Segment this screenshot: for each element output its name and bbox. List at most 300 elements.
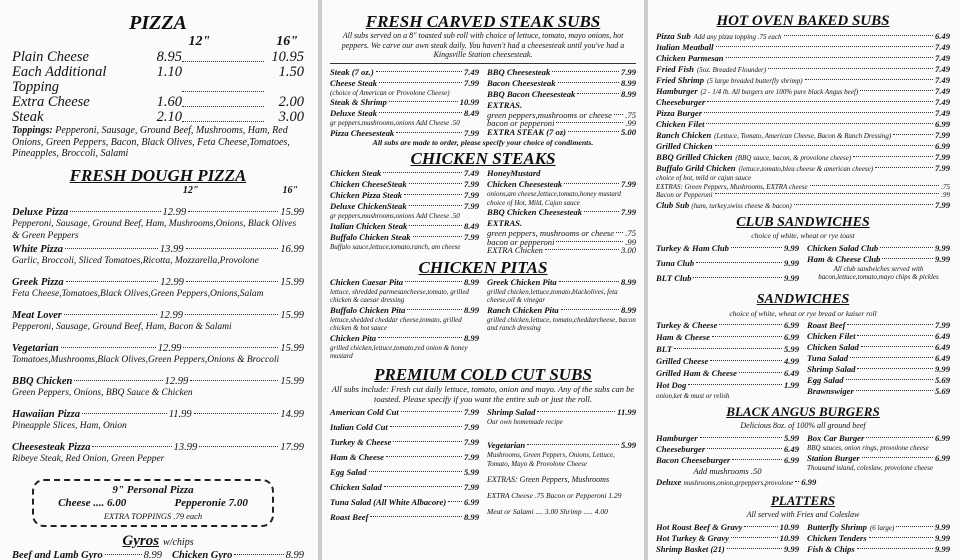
menu-item <box>487 277 636 288</box>
item-name: American Cold Cut <box>330 406 399 417</box>
dot-leader <box>369 471 462 472</box>
gyro-item: Beef and Lamb Gyro 8.99 <box>12 549 162 560</box>
item-desc: lettuce, shredded parmesancheese,tomato, grilled chicken & caesar dressing <box>330 287 469 304</box>
item-name: Chicken Parmesan <box>656 53 724 63</box>
item-price: 7.99 <box>463 231 479 242</box>
item-price: 6.49 <box>934 352 950 363</box>
pizza-item-row <box>12 244 304 255</box>
menu-item <box>330 190 479 201</box>
price-12: 12.99 <box>157 342 182 354</box>
dot-leader <box>384 486 462 487</box>
item-price: 7.99 <box>934 130 950 140</box>
sandwich-left-col <box>656 320 799 401</box>
menu-item <box>330 168 479 179</box>
pitas-left-col <box>330 277 479 361</box>
price-12: 11.99 <box>168 408 192 420</box>
item-price: .75 <box>625 228 636 238</box>
dot-leader <box>707 448 782 449</box>
pizza-item <box>12 277 304 300</box>
cold-cut-extra-cheese: EXTRA Cheese .75 Bacon or Pepperoni 1.29 <box>487 491 622 500</box>
item-name: BLT Club <box>656 272 692 283</box>
dot-leader <box>846 379 933 380</box>
fresh-dough-title: FRESH DOUGH PIZZA <box>69 165 247 185</box>
dot-leader <box>726 57 933 58</box>
item-name: Greek Chicken Pita <box>487 276 557 287</box>
pizza-price-row <box>12 110 304 125</box>
dot-leader <box>614 114 623 115</box>
item-price: 9.99 <box>783 257 799 268</box>
pizza-item-row <box>12 207 304 218</box>
menu-item <box>656 31 950 42</box>
item-price: 8.99 <box>463 304 479 315</box>
chicken-steaks-left-col <box>330 168 479 255</box>
item-name: Station Burger <box>807 452 860 463</box>
item-price: 6.99 <box>463 496 479 507</box>
price-16: 3.00 <box>278 109 304 125</box>
item-name: Tuna Club <box>656 257 695 268</box>
item-name: Roast Beef <box>807 319 846 330</box>
dot-leader <box>732 459 782 460</box>
item-price: 1.99 <box>783 379 799 390</box>
gyros-subtitle: w/chips <box>163 536 194 548</box>
menu-item <box>330 277 479 288</box>
item-name: Hot Turkey & Gravy <box>656 533 729 543</box>
item-name: Chicken Salad <box>807 341 859 352</box>
pizza-item <box>12 442 304 465</box>
item-name: Hot Dog <box>656 379 687 390</box>
menu-item <box>807 433 950 444</box>
menu-item <box>656 444 799 455</box>
dot-leader <box>383 172 462 173</box>
toppings-label: Toppings: <box>12 125 53 136</box>
cold-cut-columns <box>330 407 636 527</box>
menu-item <box>656 64 950 75</box>
personal-cheese: Cheese .... 6.00 <box>58 496 127 509</box>
item-name: Chicken Filet <box>656 119 705 129</box>
chicken-steaks-columns <box>330 168 636 255</box>
item-price: 9.99 <box>934 242 950 253</box>
pizza-desc: Garlic, Broccoli, Sliced Tomatoes,Ricotta, Mozzarella,Provolone <box>12 255 259 266</box>
pizza-desc: Pepperoni, Sausage, Ground Beef, Ham, Mushrooms,Onions, Black Olives & Green Peppers <box>12 218 297 241</box>
club-columns <box>656 243 950 288</box>
platters-title: PLATTERS <box>770 493 836 508</box>
dot-leader <box>186 248 279 249</box>
item-name: Grilled Ham & Cheese <box>656 367 737 378</box>
item-price: 10.99 <box>779 522 799 532</box>
item-desc: gr peppers,mushrooms,onions Add Cheese .50 <box>330 119 460 127</box>
toppings-text: Pepperoni, Sausage, Ground Beef, Mushrooms, Ham, Red Onions, Green Peppers, Bacon, Black Olives, Feta Cheese,Tomatoes, Pineapples, Broccoli, Salami <box>12 125 290 159</box>
item-price: 7.99 <box>934 152 950 162</box>
pizza-item <box>12 343 304 366</box>
item-name: Hot Roast Beef & Gravy <box>656 522 743 532</box>
item-name: Pizza Burger <box>656 108 703 118</box>
menu-item <box>656 273 799 284</box>
menu-item <box>807 375 950 386</box>
platter-left-col <box>656 522 799 555</box>
menu-item <box>807 342 950 353</box>
deluxe-burger: Deluxe mushrooms,onion,grpeppers,provolone 6.99 <box>656 477 817 487</box>
item-name: Steak & Shrimp <box>330 97 387 107</box>
dot-leader <box>182 62 264 92</box>
menu-item <box>330 482 479 493</box>
sandwiches-subtitle: choice of white, wheat or rye bread or kaiser roll <box>729 308 877 318</box>
item-desc: grilled chicken,lettuce, tomato,cheddarcheese, bacon and ranch dressing <box>487 315 636 332</box>
pizza-item-name: Steak <box>12 109 44 125</box>
item-price: 8.99 <box>463 511 479 522</box>
item-price: .99 <box>625 236 636 247</box>
pizza-item-row <box>12 376 304 387</box>
personal-pizza-box <box>32 479 274 527</box>
item-name: Pizza Sub <box>656 31 691 41</box>
sandwich-columns <box>656 320 950 401</box>
item-price: 5.69 <box>934 385 950 396</box>
menu-item <box>487 305 636 316</box>
item-note: (BBQ sauce, bacon, & provolone cheese) <box>735 154 852 162</box>
price-16: 15.99 <box>280 309 304 321</box>
dot-leader <box>188 211 278 212</box>
item-price: 8.49 <box>463 220 479 231</box>
item-name: Hamburger <box>656 86 698 96</box>
item-price: 8.99 <box>620 88 636 99</box>
dot-leader <box>856 390 933 391</box>
fresh-dough-size-header <box>12 185 304 197</box>
menu-item <box>487 67 636 78</box>
item-price: 6.49 <box>934 31 950 41</box>
item-price: 7.99 <box>463 201 479 211</box>
item-price: 9.99 <box>783 242 799 253</box>
dot-leader <box>875 167 933 168</box>
menu-item <box>330 108 479 119</box>
item-name: Box Car Burger <box>807 433 865 443</box>
item-price: 5.99 <box>783 433 799 443</box>
pizza-item-name: Plain Cheese <box>12 49 89 65</box>
pizza-item <box>12 244 304 267</box>
gyros-header <box>12 533 304 550</box>
menu-item <box>330 78 479 89</box>
cs-extras-label: EXTRAS. <box>487 218 523 228</box>
item-name: Italian Chicken Steak <box>330 220 408 231</box>
shrimp-note: Our own homemade recipe <box>487 417 563 426</box>
menu-item <box>330 232 479 243</box>
item-name: Ranch Chicken Pita <box>487 304 559 315</box>
menu-item <box>807 522 950 533</box>
menu-item <box>656 433 799 444</box>
dot-leader <box>558 82 619 83</box>
price-12: 12.99 <box>160 276 184 288</box>
dot-leader <box>707 101 933 102</box>
dot-leader <box>199 446 278 447</box>
hot-extras: EXTRAS: Green Peppers, Mushrooms, EXTRA cheese .75 <box>656 182 950 191</box>
menu-item <box>656 332 799 343</box>
menu-item <box>330 67 479 78</box>
item-name: Turkey & Ham Club <box>656 242 729 253</box>
subs-panel <box>322 0 644 560</box>
pizza-title: PIZZA <box>129 12 187 34</box>
dot-leader <box>719 324 782 325</box>
menu-item <box>330 305 479 316</box>
dot-leader <box>65 248 158 249</box>
menu-item <box>330 512 479 523</box>
item-name: Chicken Salad Club <box>807 242 879 253</box>
dot-leader <box>404 194 462 195</box>
item-price: 4.99 <box>783 355 799 366</box>
item-name: Grilled Chicken <box>656 141 713 151</box>
menu-item <box>807 544 950 555</box>
steak-subs-columns <box>330 67 636 139</box>
item-name: Chicken Salad <box>330 481 382 492</box>
item-name: Deluxe ChickenSteak <box>330 201 407 211</box>
item-price: 6.99 <box>783 331 799 342</box>
pitas-columns <box>330 277 636 361</box>
item-price: 7.49 <box>934 53 950 63</box>
menu-item <box>330 179 479 190</box>
dot-leader <box>882 258 933 259</box>
dot-leader <box>853 156 933 157</box>
item-price: 9.99 <box>783 544 799 554</box>
menu-item <box>330 97 479 108</box>
cold-cut-right-col <box>487 407 636 527</box>
dot-leader <box>190 380 278 381</box>
item-name: Fish & Chips <box>807 544 855 554</box>
dot-leader <box>706 123 932 124</box>
dot-leader <box>448 501 462 502</box>
item-name: Turkey & Cheese <box>330 436 392 447</box>
steak-right-col <box>487 67 636 139</box>
pizza-name: BBQ Chicken <box>12 375 73 387</box>
price-16: 16.99 <box>280 243 304 255</box>
item-name: BBQ Bacon Cheesesteak <box>487 88 576 99</box>
menu-item <box>330 467 479 478</box>
dot-leader <box>559 281 619 282</box>
dot-leader <box>396 132 462 133</box>
menu-item <box>330 333 479 344</box>
item-note: Add any pizza topping .75 each <box>693 33 782 41</box>
item-name: green peppers, mushrooms or cheese <box>487 228 615 238</box>
cold-cut-extras: EXTRAS: Green Peppers, Mushrooms <box>487 475 610 484</box>
dot-leader <box>704 112 933 113</box>
item-price: 7.49 <box>463 168 479 178</box>
item-name: Roast Beef <box>330 511 369 522</box>
menu-item <box>807 453 950 464</box>
dot-leader <box>744 526 777 527</box>
menu-item <box>656 97 950 108</box>
item-name: Chicken Pita <box>330 332 377 343</box>
dot-leader <box>857 335 932 336</box>
dot-leader <box>64 314 157 315</box>
pizza-desc: Feta Cheese,Tomatoes,Black Olives,Green Peppers,Onions,Salam <box>12 288 264 299</box>
item-price: 6.49 <box>783 444 799 454</box>
item-price: 6.49 <box>934 330 950 341</box>
dot-leader <box>577 93 619 94</box>
menu-item <box>807 386 950 397</box>
pizza-desc: Pineapple Slices, Ham, Onion <box>12 420 127 431</box>
item-name: Turkey & Cheese <box>656 319 718 330</box>
price-16: 10.95 <box>271 49 304 65</box>
chicken-steaks-title: CHICKEN STEAKS <box>410 149 556 168</box>
toppings-list <box>12 125 304 160</box>
item-name: Bacon Cheesesteak <box>487 77 556 88</box>
menu-item <box>656 258 799 269</box>
hot-bacon: Bacon or Pepperoni .99 <box>656 191 950 199</box>
menu-item <box>656 163 950 174</box>
item-price: 6.99 <box>934 452 950 463</box>
item-price: 7.99 <box>934 319 950 330</box>
pizza-item-row <box>12 277 304 288</box>
vegetarian-desc: Mushrooms, Green Peppers, Onions, Lettuce, Tomato, Mayo & Provolone Cheese <box>487 451 615 468</box>
pitas-right-col <box>487 277 636 361</box>
item-name: Brawnswiger <box>807 385 854 396</box>
dot-leader <box>688 384 782 385</box>
item-price: 7.99 <box>463 77 479 88</box>
item-name: Deluxe Steak <box>330 108 378 118</box>
item-price: 8.49 <box>463 108 479 118</box>
item-name: Chicken Tenders <box>807 533 867 543</box>
menu-item <box>656 533 799 544</box>
vegetarian-item: Vegetarian 5.99 <box>487 440 636 450</box>
price-12: 12.99 <box>164 375 189 387</box>
dot-leader <box>568 131 619 132</box>
pizza-item <box>12 207 304 242</box>
item-name: Ham & Cheese <box>330 451 384 462</box>
pizza-item-row <box>12 442 304 453</box>
dot-leader <box>185 314 278 315</box>
menu-item <box>330 221 479 232</box>
pizza-price-list <box>12 50 304 125</box>
menu-item <box>807 320 950 331</box>
club-subtitle: choice of white, wheat or rye toast <box>751 230 855 240</box>
dot-leader <box>880 247 933 248</box>
price-12: 8.95 <box>156 49 182 65</box>
item-price: 5.99 <box>783 343 799 354</box>
item-price: 9.99 <box>934 544 950 554</box>
item-price: 7.99 <box>463 421 479 432</box>
cold-cut-left-col <box>330 407 479 527</box>
price-12: 1.10 <box>156 64 182 80</box>
item-price: 8.99 <box>463 276 479 287</box>
dot-leader <box>556 241 623 242</box>
item-desc: (choice of American or Provolone Cheese) <box>330 88 450 97</box>
dot-leader <box>850 357 933 358</box>
size-16: 16" <box>276 34 298 49</box>
dot-leader <box>693 277 782 278</box>
menu-item <box>487 246 636 255</box>
pizza-item-name: Extra Cheese <box>12 94 90 110</box>
dot-leader <box>861 346 933 347</box>
item-price: .75 <box>625 109 636 120</box>
item-desc: Buffalo sauce,lettuce,tomato,ranch, am cheese <box>330 242 461 251</box>
item-price: 10.99 <box>459 97 479 107</box>
cold-cut-meat: Meat or Salami .... 3.00 Shrimp ..... 4.00 <box>487 507 608 516</box>
menu-item <box>330 407 479 418</box>
menu-item <box>807 331 950 342</box>
item-name: Shrimp Basket (21) <box>656 544 725 554</box>
price-12: 12.99 <box>159 309 183 321</box>
sandwiches-title: SANDWICHES <box>756 291 850 307</box>
item-price: 7.99 <box>463 406 479 417</box>
club-sub-item: Club Sub (ham, turkey,swiss cheese & bacon) 7.99 <box>656 199 950 210</box>
steak-extras-label: EXTRAS. <box>487 99 523 110</box>
menu-item <box>656 119 950 130</box>
dot-leader <box>857 368 932 369</box>
dot-leader <box>74 380 162 381</box>
price-12: 2.10 <box>156 109 182 125</box>
item-name: Pizza Cheesesteak <box>330 127 395 138</box>
dot-leader <box>390 426 462 427</box>
menu-item <box>656 75 950 86</box>
item-name: Buffalo Grild Chicken <box>656 163 736 173</box>
menu-item <box>487 78 636 89</box>
pizza-item <box>12 376 304 399</box>
dot-leader <box>182 107 264 122</box>
dot-leader <box>545 249 619 250</box>
gyros-list <box>12 550 304 560</box>
price-16: 15.99 <box>280 375 305 387</box>
item-name: Ham & Cheese Club <box>807 253 881 264</box>
dot-leader <box>66 281 159 282</box>
sandwich-right-col <box>807 320 950 401</box>
item-price: 8.99 <box>620 304 636 315</box>
pizza-item <box>12 409 304 432</box>
item-name: Fried Shrimp <box>656 75 704 85</box>
dot-leader <box>405 281 462 282</box>
item-name: Italian Cold Cut <box>330 421 388 432</box>
dot-leader <box>82 413 167 414</box>
burgers-title: BLACK ANGUS BURGERS <box>726 404 880 419</box>
item-name: Ranch Chicken <box>656 130 712 140</box>
menu-item <box>487 89 636 100</box>
honey-item: Chicken Cheesesteak 7.99 <box>487 179 636 189</box>
item-name: Grilled Cheese <box>656 355 709 366</box>
menu-item <box>656 53 950 64</box>
dot-leader <box>370 516 462 517</box>
item-name: Cheeseburger <box>656 444 706 454</box>
dot-leader <box>896 526 933 527</box>
pizza-name: Hawaiian Pizza <box>12 408 80 420</box>
dot-leader <box>401 411 462 412</box>
item-name: Egg Salad <box>330 466 367 477</box>
pizza-item <box>12 310 304 333</box>
item-price: 7.49 <box>934 97 950 107</box>
menu-item <box>330 452 479 463</box>
menu-item <box>807 353 950 364</box>
item-name: Cheeseburger <box>656 97 706 107</box>
pizza-panel <box>0 0 318 560</box>
item-name: bacon or pepperoni <box>487 236 555 247</box>
item-note: (5oz. Breaded Flounder) <box>696 66 767 74</box>
dot-leader <box>182 47 264 62</box>
menu-item <box>330 128 479 139</box>
pitas-title: CHICKEN PITAS <box>418 257 548 277</box>
menu-item <box>656 544 799 555</box>
item-note: (5 large breaded butterfly shrimp) <box>707 77 803 85</box>
item-price: 8.99 <box>620 276 636 287</box>
item-price: 7.49 <box>934 64 950 74</box>
item-price: 9.99 <box>934 363 950 374</box>
honey-choice: choice of Hot, Mild, Cajun sauce <box>487 198 580 207</box>
price-16: 1.50 <box>278 64 304 80</box>
pizza-item-row <box>12 343 304 354</box>
item-desc: grilled chicken,lettuce,tomato,blackolives, feta cheese,oil & vinegar <box>487 287 618 304</box>
dot-leader <box>674 348 782 349</box>
item-price: 7.99 <box>463 436 479 447</box>
menu-item <box>656 152 950 163</box>
dot-leader <box>727 548 782 549</box>
item-price: 5.69 <box>934 374 950 385</box>
dot-leader <box>61 347 156 348</box>
item-name: BBQ Grilled Chicken <box>656 152 733 162</box>
gyro-item: Chicken Gyro 8.99 <box>172 549 304 560</box>
item-name: Butterfly Shrimp <box>807 522 867 532</box>
